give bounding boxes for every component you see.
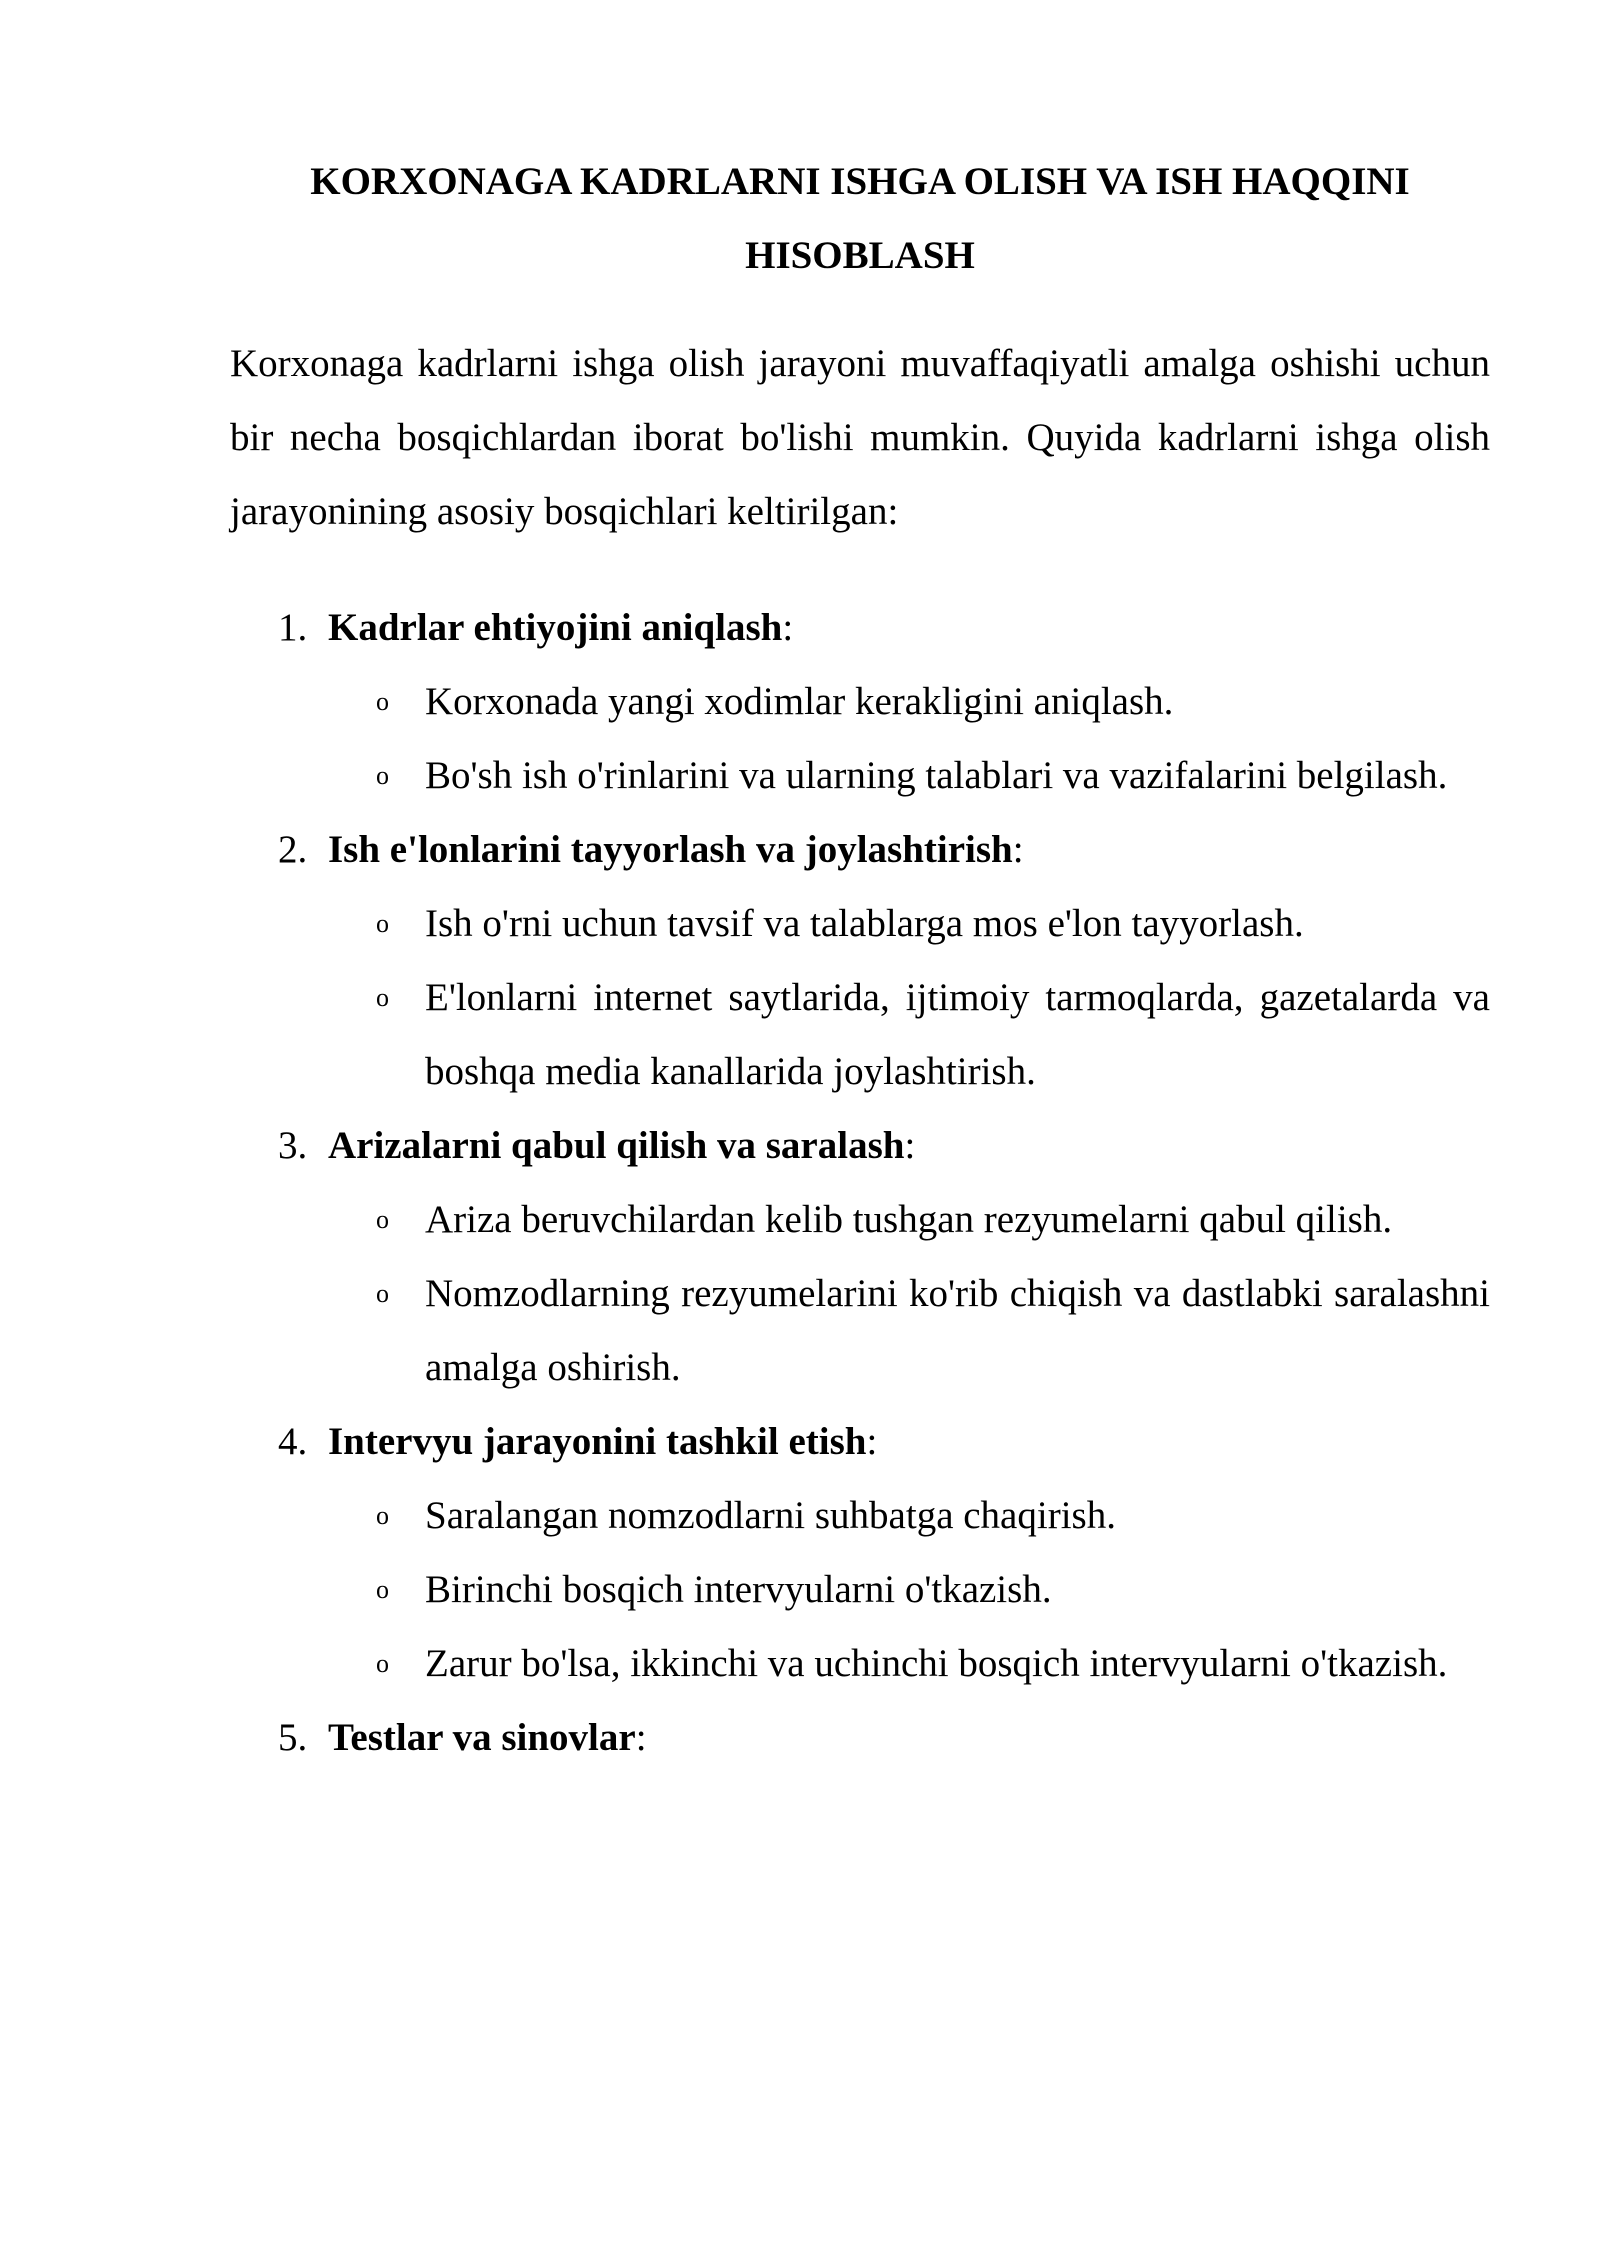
bullet-icon: o	[376, 1649, 389, 1678]
bullet-icon: o	[376, 1501, 389, 1530]
bullet-icon: o	[376, 1575, 389, 1604]
step-number: 4.	[278, 1420, 308, 1463]
bullet-icon: o	[376, 687, 389, 716]
bullet-icon: o	[376, 909, 389, 938]
step-colon: :	[1012, 828, 1024, 871]
step-item	[230, 1701, 1490, 1775]
step-colon: :	[635, 1716, 647, 1759]
bullet-icon: o	[376, 761, 389, 790]
list-item-text: Saralangan nomzodlarni suhbatga chaqirish.	[425, 1494, 1116, 1537]
step-title: Intervyu jarayonini tashkil etish	[328, 1420, 867, 1463]
list-item	[230, 1257, 1490, 1405]
step-heading	[230, 591, 1490, 665]
step-item	[230, 813, 1490, 1109]
step-subitems	[230, 1479, 1490, 1701]
list-item	[230, 1479, 1490, 1553]
step-heading	[230, 813, 1490, 887]
step-title: Arizalarni qabul qilish va saralash	[328, 1124, 905, 1167]
list-item-text: Korxonada yangi xodimlar kerakligini aniqlash.	[425, 680, 1174, 723]
step-number: 3.	[278, 1124, 308, 1167]
step-heading	[230, 1109, 1490, 1183]
step-number: 1.	[278, 606, 308, 649]
step-item	[230, 1109, 1490, 1405]
steps-list	[230, 591, 1490, 1775]
list-item	[230, 739, 1490, 813]
step-number: 2.	[278, 828, 308, 871]
step-heading	[230, 1701, 1490, 1775]
list-item-text: Zarur bo'lsa, ikkinchi va uchinchi bosqich intervyularni o'tkazish.	[425, 1642, 1448, 1685]
step-subitems	[230, 665, 1490, 813]
list-item	[230, 1553, 1490, 1627]
list-item-text: Ariza beruvchilardan kelib tushgan rezyumelarni qabul qilish.	[425, 1198, 1393, 1241]
step-colon: :	[782, 606, 794, 649]
list-item	[230, 1627, 1490, 1701]
list-item-text: Bo'sh ish o'rinlarini va ularning talablari va vazifalarini belgilash.	[425, 754, 1448, 797]
step-title: Ish e'lonlarini tayyorlash va joylashtirish	[328, 828, 1013, 871]
step-colon: :	[904, 1124, 916, 1167]
step-item	[230, 1405, 1490, 1701]
step-colon: :	[866, 1420, 878, 1463]
step-title: Kadrlar ehtiyojini aniqlash	[328, 606, 783, 649]
list-item-text: Nomzodlarning rezyumelarini ko'rib chiqish va dastlabki saralashni amalga oshirish.	[425, 1272, 1490, 1389]
list-item-text: Ish o'rni uchun tavsif va talablarga mos e'lon tayyorlash.	[425, 902, 1304, 945]
step-title: Testlar va sinovlar	[328, 1716, 636, 1759]
list-item-text: E'lonlarni internet saytlarida, ijtimoiy tarmoqlarda, gazetalarda va boshqa media kanallarida joylashtirish.	[425, 976, 1490, 1093]
bullet-icon: o	[376, 1279, 389, 1308]
step-number: 5.	[278, 1716, 308, 1759]
intro-paragraph: Korxonaga kadrlarni ishga olish jarayoni muvaffaqiyatli amalga oshishi uchun bir necha bosqichlardan iborat bo'lishi mumkin. Quyida kadrlarni ishga olish jarayonining asosiy bosqichlari keltirilgan:	[230, 342, 1490, 533]
step-subitems	[230, 1183, 1490, 1405]
step-heading	[230, 1405, 1490, 1479]
list-item-text: Birinchi bosqich intervyularni o'tkazish.	[425, 1568, 1052, 1611]
document-title: KORXONAGA KADRLARNI ISHGA OLISH VA ISH HAQQINI HISOBLASH	[310, 160, 1410, 277]
step-subitems	[230, 887, 1490, 1109]
step-item	[230, 591, 1490, 813]
bullet-icon: o	[376, 1205, 389, 1234]
list-item	[230, 961, 1490, 1109]
bullet-icon: o	[376, 983, 389, 1012]
list-item	[230, 665, 1490, 739]
list-item	[230, 887, 1490, 961]
list-item	[230, 1183, 1490, 1257]
